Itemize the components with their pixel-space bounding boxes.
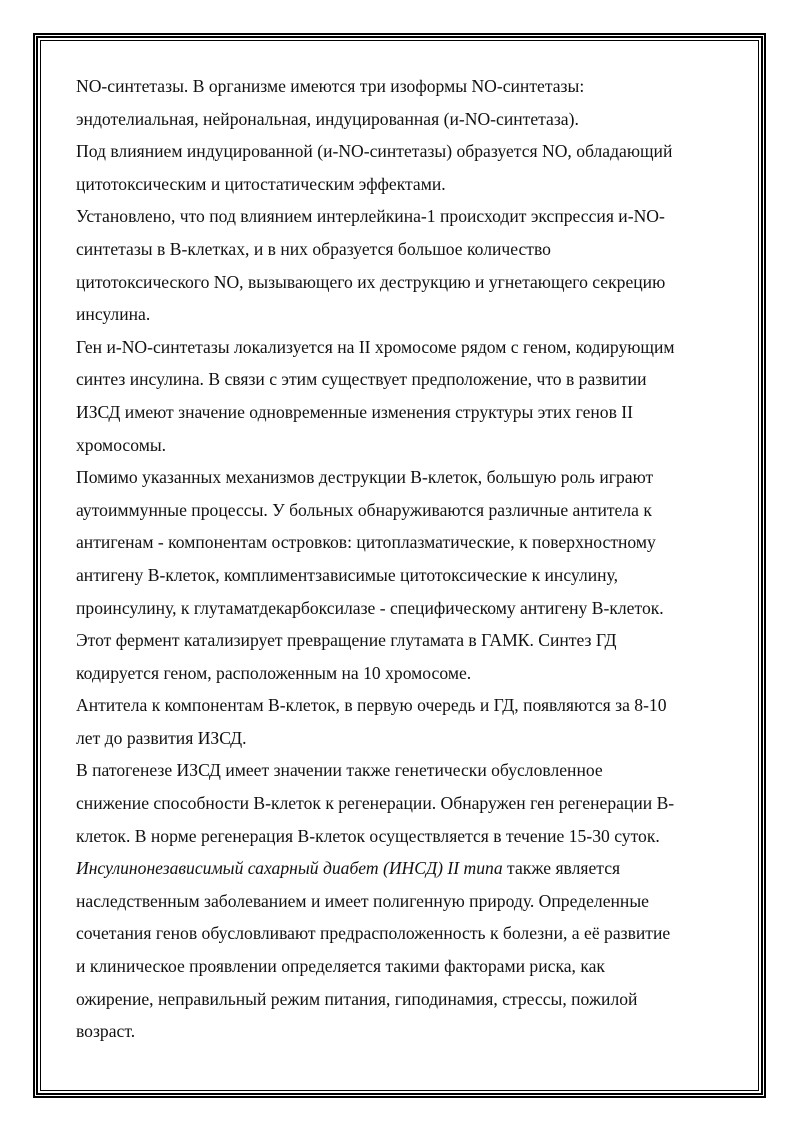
text-line: ожирение, неправильный режим питания, гиподинамия, стрессы, пожилой <box>76 988 638 1009</box>
text-line: кодируется геном, расположенным на 10 хромосоме. <box>76 662 472 683</box>
text-line: Ген и-NO-синтетазы локализуется на II хромосоме рядом с геном, кодирующим <box>76 336 675 357</box>
text-line: наследственным заболеванием и имеет полигенную природу. Определенные <box>76 890 649 911</box>
text-line: В патогенезе ИЗСД имеет значении также генетически обусловленное <box>76 760 603 781</box>
text-line: антигенам - компонентам островков: цитоплазматические, к поверхностному <box>76 532 656 553</box>
text-line: Помимо указанных механизмов деструкции B-клеток, большую роль играют <box>76 467 654 488</box>
italic-text-line <box>76 852 726 885</box>
document-text <box>76 70 726 1048</box>
text-line: цитотоксическим и цитостатическим эффектами. <box>76 173 446 194</box>
text-line: и клиническое проявлении определяется такими факторами риска, как <box>76 956 605 977</box>
text-line: Этот фермент катализирует превращение глутамата в ГАМК. Синтез ГД <box>76 630 617 651</box>
text-line: клеток. В норме регенерация B-клеток осуществляется в течение 15-30 суток. <box>76 825 660 846</box>
text-line: снижение способности B-клеток к регенерации. Обнаружен ген регенерации B- <box>76 793 675 814</box>
text-line: Антитела к компонентам B-клеток, в первую очередь и ГД, появляются за 8-10 <box>76 695 667 716</box>
text-line: хромосомы. <box>76 434 167 455</box>
text-line: цитотоксического NO, вызывающего их деструкцию и угнетающего секрецию <box>76 271 666 292</box>
text-line: возраст. <box>76 1021 136 1042</box>
text-line: NO-синтетазы. В организме имеются три изоформы NO-синтетазы: <box>76 76 585 96</box>
text-line: проинсулину, к глутаматдекарбоксилазе - специфическому антигену B-клеток. <box>76 597 664 618</box>
text-line: лет до развития ИЗСД. <box>76 727 247 748</box>
text-line: Под влиянием индуцированной (и-NO-синтетазы) образуется NO, обладающий <box>76 141 673 162</box>
italic-term: Инсулинонезависимый сахарный диабет (ИНСД) II типа <box>76 858 503 879</box>
text-line: антигену B-клеток, комплиментзависимые цитотоксические к инсулину, <box>76 564 618 585</box>
text-line: синтез инсулина. В связи с этим существует предположение, что в развитии <box>76 369 647 390</box>
text-line: инсулина. <box>76 304 151 325</box>
text-line: эндотелиальная, нейрональная, индуцированная (и-NO-синтетаза). <box>76 108 579 129</box>
text-line: синтетазы в B-клетках, и в них образуется большое количество <box>76 238 551 259</box>
text-line: ИЗСД имеют значение одновременные изменения структуры этих генов II <box>76 401 634 422</box>
text-line: сочетания генов обусловливают предрасположенность к болезни, а её развитие <box>76 923 671 944</box>
text-line: Установлено, что под влиянием интерлейкина-1 происходит экспрессия и-NO- <box>76 206 665 227</box>
text-line: аутоиммунные процессы. У больных обнаруживаются различные антитела к <box>76 499 652 520</box>
italic-line-rest: также является <box>502 858 621 879</box>
